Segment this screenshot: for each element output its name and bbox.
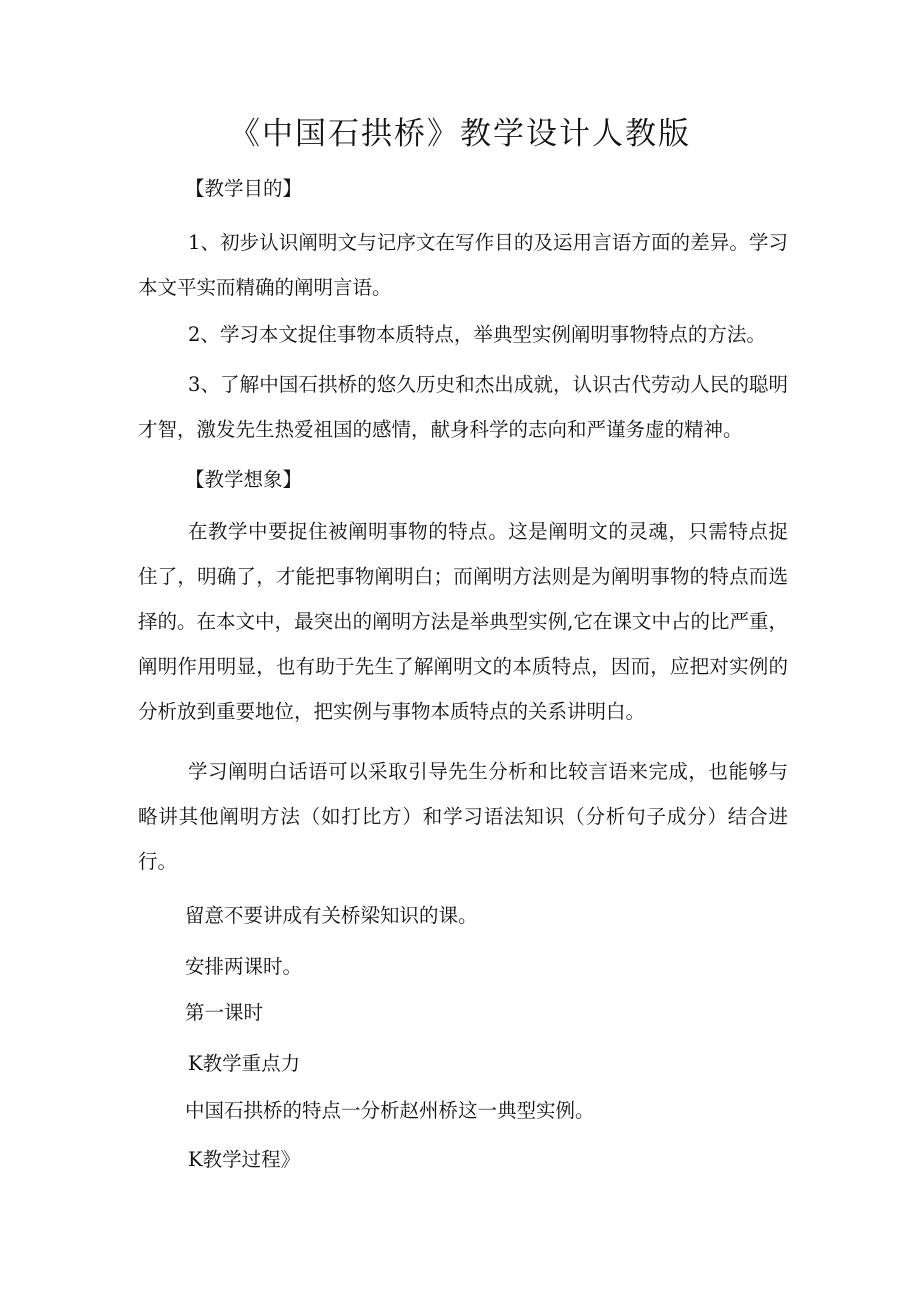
objective-2: 2、学习本文捉住事物本质特点，举典型实例阐明事物特点的方法。 [188,323,766,346]
ideas-heading: 【教学想象】 [185,468,303,491]
idea-paragraph-1: 在教学中要捉住被阐明事物的特点。这是阐明文的灵魂，只需特点捉住了，明确了，才能把事物阐明白；而阐明方法则是为阐明事物的特点而选择的。在本文中，最突出的阐明方法是举典型实例,它在课文中占的比严重，阐明作用明显，也有助于先生了解阐明文的本质特点，因而，应把对实例的分析放到重要地位，把实例与事物本质特点的关系讲明白。 [138,520,788,723]
key-points-heading: K教学重点力 [188,1052,301,1075]
key-points-text: 中国石拱桥的特点一分析赵州桥这一典型实例。 [185,1099,595,1122]
process-heading: K教学过程》 [188,1148,301,1171]
objective-3: 3、了解中国石拱桥的悠久历史和杰出成就，认识古代劳动人民的聪明才智，激发先生热爱祖国的感情，献身科学的志向和严谨务虚的精神。 [138,373,788,441]
objective-1: 1、初步认识阐明文与记序文在写作目的及运用言语方面的差异。学习本文平实而精确的阐明言语。 [138,231,788,299]
objectives-heading: 【教学目的】 [185,177,303,200]
note-line: 留意不要讲成有关桥梁知识的课。 [185,904,478,927]
document-title: 《中国石拱桥》教学设计人教版 [229,116,691,152]
schedule-line: 安排两课时。 [185,955,303,978]
lesson-one-heading: 第一课时 [185,1001,264,1024]
idea-paragraph-2: 学习阐明白话语可以采取引导先生分析和比较言语来完成，也能够与略讲其他阐明方法（如打比方）和学习语法知识（分析句子成分）结合进行。 [138,760,788,873]
